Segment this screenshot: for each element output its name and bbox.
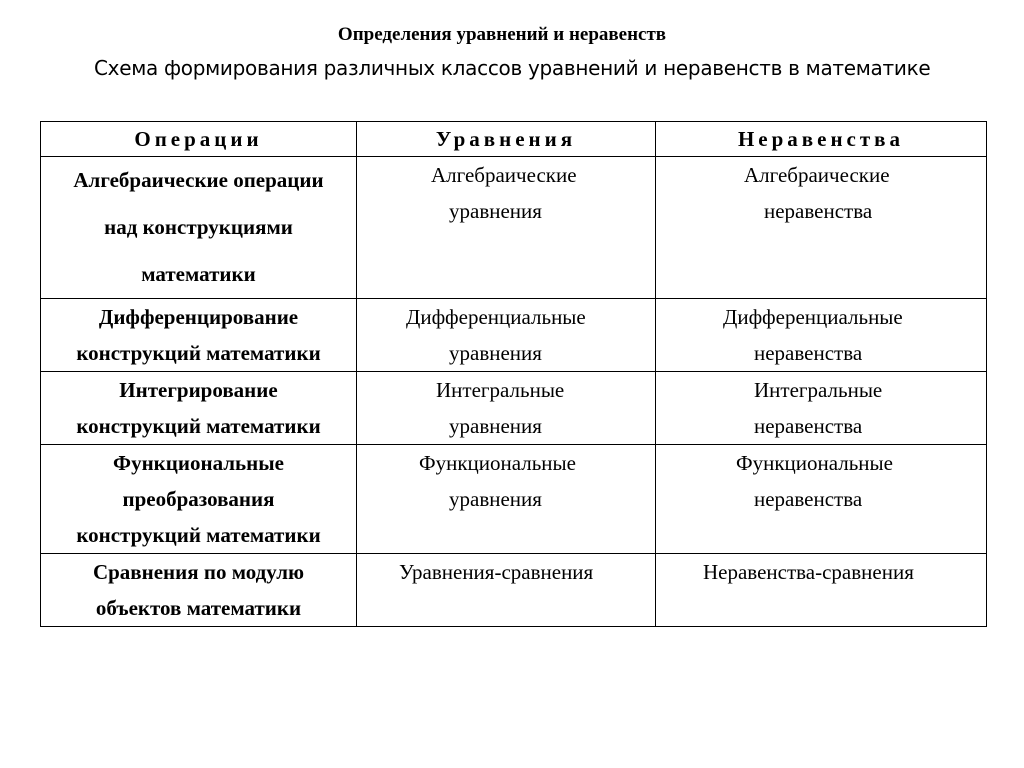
- inequalities-cell: [656, 445, 987, 554]
- operation-line: конструкций математики: [76, 523, 321, 547]
- equations-line: Интегральные: [436, 378, 565, 402]
- operation-cell: [41, 445, 357, 554]
- operation-line: над конструкциями: [104, 215, 293, 239]
- page-title: Определения уравнений и неравенств: [337, 24, 667, 45]
- header-operations: Операции: [41, 122, 357, 157]
- equations-line: уравнения: [449, 341, 542, 365]
- equations-line: уравнения: [449, 487, 542, 511]
- inequalities-line: неравенства: [754, 487, 863, 511]
- operation-line: преобразования: [122, 487, 275, 511]
- inequalities-cell: [656, 157, 987, 299]
- operation-line: объектов математики: [95, 596, 302, 620]
- table-row: [41, 445, 987, 554]
- operation-cell: [41, 157, 357, 299]
- inequalities-cell: [656, 554, 987, 627]
- inequalities-cell: [656, 372, 987, 445]
- table-row: [41, 157, 987, 299]
- equations-line: Алгебраические: [431, 163, 577, 187]
- inequalities-line: Неравенства-сравнения: [703, 560, 914, 584]
- equations-line: уравнения: [449, 199, 542, 223]
- table-row: [41, 299, 987, 372]
- equations-cell: [357, 445, 656, 554]
- operation-cell: [41, 299, 357, 372]
- inequalities-line: неравенства: [764, 199, 873, 223]
- header-equations: Уравнения: [357, 122, 656, 157]
- equations-cell: [357, 372, 656, 445]
- equations-line: Функциональные: [419, 451, 576, 475]
- operation-line: математики: [141, 262, 256, 286]
- page-subtitle: Схема формирования различных классов уравнений и неравенств в математике: [94, 56, 931, 80]
- header-inequalities: Неравенства: [656, 122, 987, 157]
- inequalities-line: неравенства: [754, 341, 863, 365]
- inequalities-line: Алгебраические: [744, 163, 890, 187]
- operation-cell: [41, 372, 357, 445]
- operation-line: Интегрирование: [119, 378, 278, 402]
- operation-line: конструкций математики: [76, 414, 321, 438]
- operation-line: Функциональные: [113, 451, 284, 475]
- equations-line: уравнения: [449, 414, 542, 438]
- operation-line: конструкций математики: [76, 341, 321, 365]
- table-row: [41, 554, 987, 627]
- inequalities-line: Дифференциальные: [723, 305, 903, 329]
- equations-line: Дифференциальные: [406, 305, 586, 329]
- operation-line: Сравнения по модулю: [92, 560, 305, 584]
- table-row: [41, 372, 987, 445]
- equations-cell: [357, 157, 656, 299]
- inequalities-cell: [656, 299, 987, 372]
- inequalities-line: Интегральные: [754, 378, 883, 402]
- operation-line: Алгебраические операции: [73, 168, 324, 192]
- operation-line: Дифференцирование: [98, 305, 299, 329]
- operation-cell: [41, 554, 357, 627]
- equations-cell: [357, 554, 656, 627]
- inequalities-line: Функциональные: [736, 451, 893, 475]
- equations-cell: [357, 299, 656, 372]
- equations-line: Уравнения-сравнения: [399, 560, 594, 584]
- inequalities-line: неравенства: [754, 414, 863, 438]
- table-header-row: [41, 122, 987, 157]
- classification-table: [40, 121, 987, 627]
